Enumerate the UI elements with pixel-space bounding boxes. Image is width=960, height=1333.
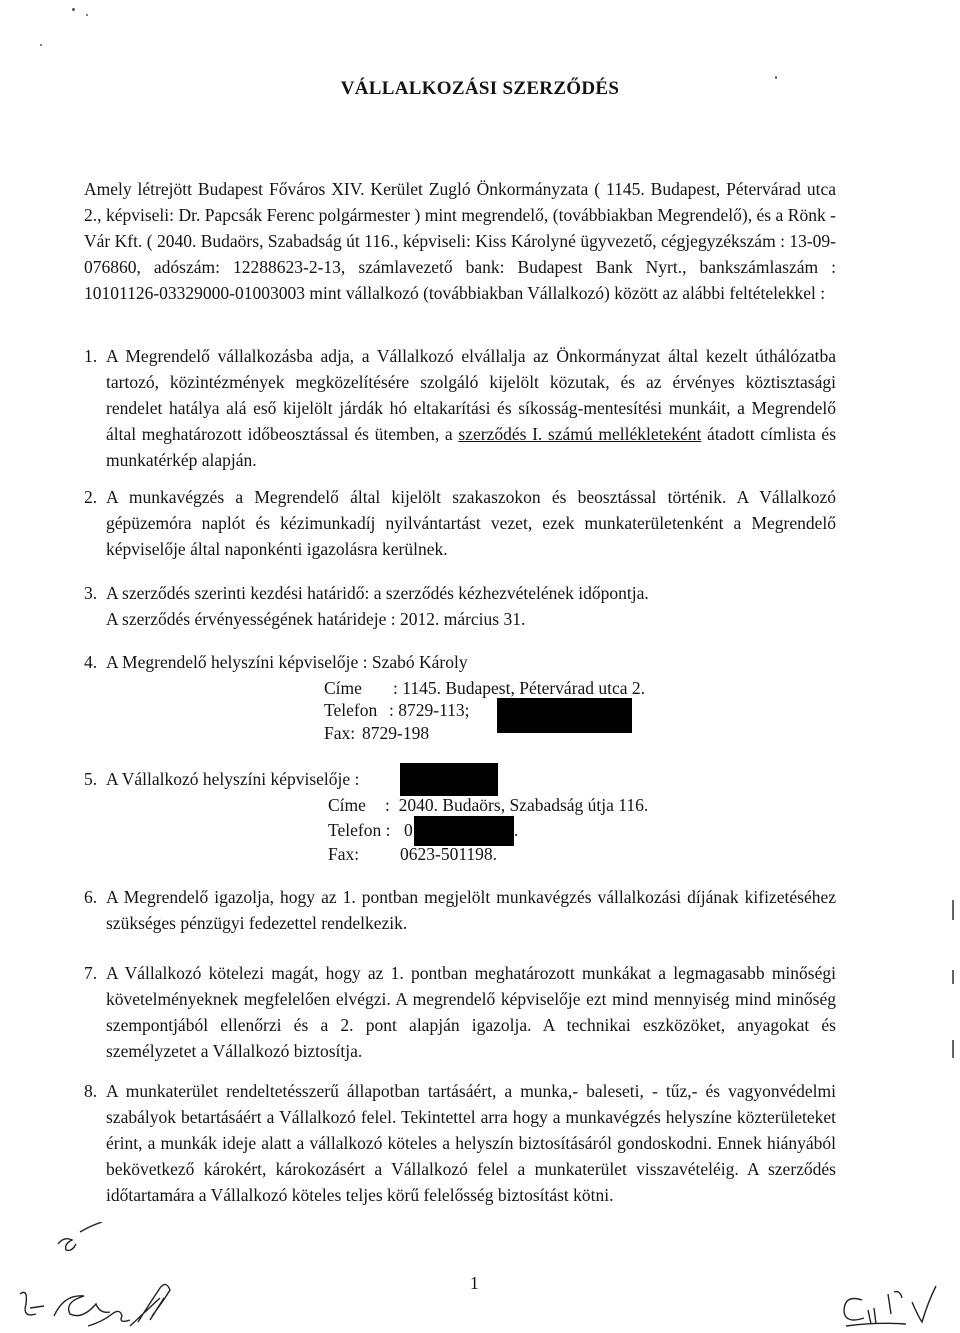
intro-paragraph xyxy=(84,176,836,306)
section-7-number: 7. xyxy=(84,963,98,983)
scan-speck xyxy=(86,14,88,16)
section-6-number: 6. xyxy=(84,887,98,907)
section-8-number: 8. xyxy=(84,1081,98,1101)
section-3-end-date: A szerződés érvényességének határideje : 2012. március 31. xyxy=(106,609,526,629)
s4-address-value: : 1145. Budapest, Pétervárad utca 2. xyxy=(393,678,646,698)
section-5-number: 5. xyxy=(84,769,98,789)
signature-initials-right xyxy=(838,1280,948,1332)
s4-phone-value: : 8729-113; xyxy=(389,700,470,720)
section-4-number: 4. xyxy=(84,652,98,672)
section-1-annex-reference: szerződés I. számú mellékleteként xyxy=(458,424,702,444)
scan-speck xyxy=(40,44,42,46)
s5-fax-label: Fax: xyxy=(328,844,360,864)
s4-fax-label: Fax: xyxy=(324,723,356,743)
margin-marks xyxy=(948,900,958,1060)
section-5-heading: A Vállalkozó helyszíni képviselője : xyxy=(106,769,360,789)
s4-fax-value: 8729-198 xyxy=(362,723,430,743)
page-number: 1 xyxy=(470,1273,479,1293)
s5-address-value: : 2040. Budaörs, Szabadság útja 116. xyxy=(385,795,649,815)
signature-initials-left xyxy=(18,1222,218,1330)
section-6-text: A Megrendelő igazolja, hogy az 1. pontban megjelölt munkavégzés vállalkozási díjának kifizetéséhez szükséges pénzügyi fedezettel rendelkezik. xyxy=(106,887,836,933)
s5-address-label: Címe xyxy=(328,795,366,815)
intro-text: Amely létrejött Budapest Főváros XIV. Kerület Zugló Önkormányzata ( 1145. Budapest, Pétervárad utca 2., képviseli: Dr. Papcsák Ferenc polgármester ) mint megrendelő, (továbbiakban Megrendelő), és a Rönk - Vár Kft. ( 2040. Budaörs, Szabadság út 116., képviseli: Kiss Károlyné ügyvezető, cégjegyzékszám : 13-09-076860, adószám: 12288623-2-13, számlavezető bank: Budapest Bank Nyrt., bankszámlaszám : 10101126-03329000-01003003 mint vállalkozó (továbbiakban Vállalkozó) között az alábbi feltételekkel : xyxy=(84,179,836,303)
s5-fax-value: 0623-501198. xyxy=(400,844,498,864)
section-1-text xyxy=(106,343,836,473)
section-3-number: 3. xyxy=(84,583,98,603)
scan-speck xyxy=(72,8,75,11)
section-3-start-date: A szerződés szerinti kezdési határidő: a szerződés kézhezvételének időpontja. xyxy=(106,583,649,603)
section-1-text-before: A Megrendelő vállalkozásba adja, a Vállalkozó elvállalja az Önkormányzat által kezelt úthálózatba tartozó, közintézmények megközelítésére szolgáló kijelölt közutak, és az érvényes köztisztasági rendelet hatálya alá eső kijelölt járdák hó eltakarítási és síkosság-mentesítési munkáit, a Megrendelő által meghatározott időbeosztással és ütemben, a xyxy=(106,346,836,444)
s5-phone-label: Telefon : xyxy=(328,820,391,840)
redaction-box xyxy=(497,698,632,733)
s4-phone-label: Telefon xyxy=(324,700,378,720)
s4-address-label: Címe xyxy=(324,678,362,698)
section-8-text: A munkaterület rendeltetésszerű állapotban tartásáért, a munka,- baleseti, - tűz,- és vagyonvédelmi szabályok betartásáért a Vállalkozó felel. Tekintettel arra hogy a munkavégzés helyszíne közterületeket érint, a munkák ideje alatt a vállalkozó köteles a helyszín biztosításáról gondoskodni. Ennek hiányából bekövetkező károkért, károkozásért a Vállalkozó felel a munkaterület visszavételéig. A szerződés időtartamára a Vállalkozó köteles teljes körű felelősség biztosítást kötni. xyxy=(106,1081,836,1205)
section-1-text-after: átadott címlista és munkatérkép alapján. xyxy=(106,424,837,470)
document-title: VÁLLALKOZÁSI SZERZŐDÉS xyxy=(340,78,620,99)
s5-phone-value-start: 0 xyxy=(404,820,413,840)
section-7-text: A Vállalkozó kötelezi magát, hogy az 1. pontban meghatározott munkákat a legmagasabb minőségi követelményeknek megfelelően elvégzi. A megrendelő képviselője ezt mind mennyiség mind minőség szempontjából ellenőrzi és a 2. pont alapján igazolja. A technikai eszközöket, anyagokat és személyzetet a Vállalkozó biztosítja. xyxy=(106,963,836,1061)
s5-phone-value-end: . xyxy=(514,820,519,840)
section-2-number: 2. xyxy=(84,487,98,507)
section-4-heading: A Megrendelő helyszíni képviselője : Szabó Károly xyxy=(106,652,468,672)
section-3-text xyxy=(106,580,836,632)
section-2-text: A munkavégzés a Megrendelő által kijelölt szakaszokon és beosztással történik. A Vállalkozó gépüzemóra naplót és kézimunkadíj nyilvántartást vezet, ezek munkaterületenként a Megrendelő képviselője által naponkénti igazolásra kerülnek. xyxy=(106,487,836,559)
section-1-number: 1. xyxy=(84,346,98,366)
